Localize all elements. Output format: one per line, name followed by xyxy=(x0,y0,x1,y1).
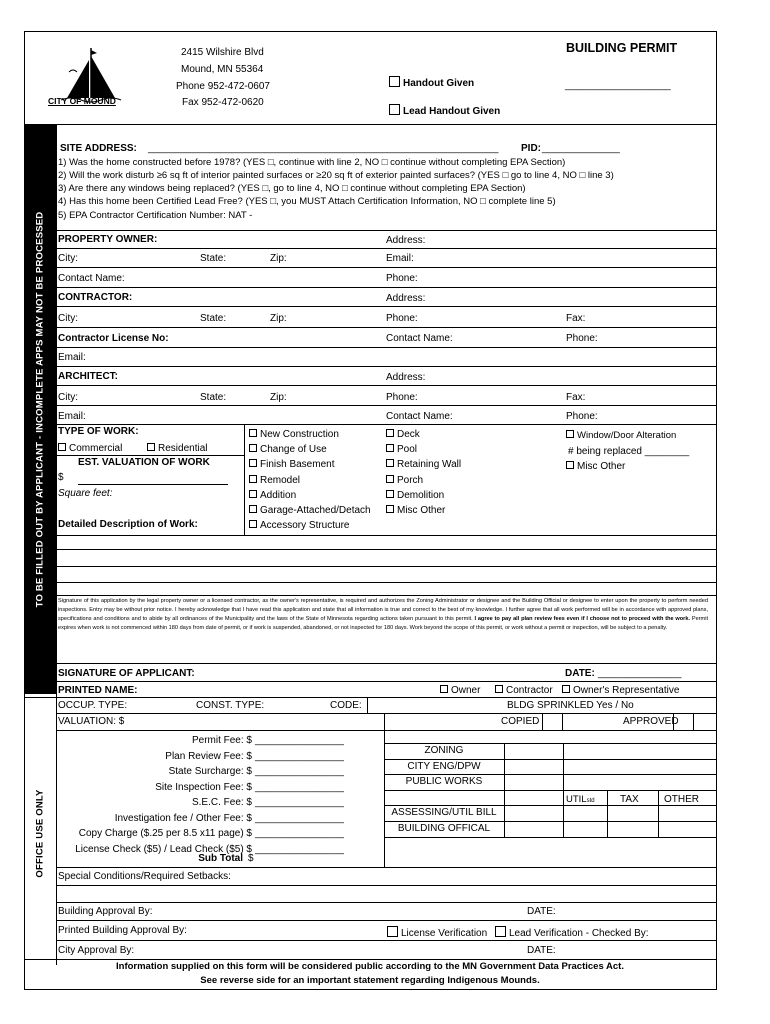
epa-question-2: 2) Will the work disturb ≥6 sq ft of interior painted surfaces or ≥20 sq ft of exterior painted surfaces? (YES □ go to line 4, NO □ line 3) xyxy=(58,170,614,181)
fee-label: Plan Review Fee: $ xyxy=(165,750,252,762)
building-approval-label[interactable]: Building Approval By: xyxy=(58,906,153,917)
owner-address-label[interactable]: Address: xyxy=(386,235,426,246)
code-label[interactable]: CODE: xyxy=(330,700,362,711)
dept-grid-line xyxy=(384,759,716,760)
work-type-checkbox[interactable] xyxy=(249,488,371,503)
contractor-label: Contractor xyxy=(506,685,553,696)
util-label xyxy=(566,794,595,805)
work-type-checkbox[interactable] xyxy=(249,457,371,472)
work-type-label: New Construction xyxy=(260,429,339,440)
contractor-license-label[interactable]: Contractor License No: xyxy=(58,333,169,344)
owner-city-label[interactable]: City: xyxy=(58,253,78,264)
fee-field[interactable]: ________________ xyxy=(255,828,344,839)
work-type-label: Change of Use xyxy=(260,444,327,456)
owner-contact-label[interactable]: Contact Name: xyxy=(58,273,125,284)
address-line2: Mound, MN 55364 xyxy=(181,64,264,75)
handout-given-label: Handout Given xyxy=(403,78,475,89)
phone-number: Phone 952-472-0607 xyxy=(176,81,270,92)
legal-text-2: Permit expires when work is not commenced within 180 days from date of permit, or if work is suspended, abandoned, or not inspected for 180 days. Work beyond the scope of this permit, or work without a permit or inspection, will be subject to a penalty. xyxy=(58,615,708,631)
approved-box[interactable] xyxy=(673,713,694,731)
subtotal-label: Sub Total xyxy=(198,853,243,864)
work-type-label: Remodel xyxy=(260,474,301,486)
fee-label: S.E.C. Fee: $ xyxy=(191,797,252,808)
city-approval-date[interactable]: DATE: xyxy=(527,945,556,956)
architect-fax-label[interactable]: Fax: xyxy=(566,392,586,403)
copied-box[interactable] xyxy=(542,713,563,731)
owner-zip-label[interactable]: Zip: xyxy=(270,253,287,264)
architect-heading: ARCHITECT: xyxy=(58,371,118,382)
footer-line-1: Information supplied on this form will be considered public according to the MN Government Data Practices Act. xyxy=(116,961,624,972)
work-type-label: Demolition xyxy=(397,489,445,501)
description-line-1[interactable] xyxy=(56,549,716,550)
applicant-sidebar-label: TO BE FILLED OUT BY APPLICANT - INCOMPLETE APPS MAY NOT BE PROCESSED xyxy=(34,211,46,608)
misc-other-checkbox[interactable] xyxy=(566,461,625,472)
site-address-label: SITE ADDRESS: xyxy=(60,143,137,154)
lead-verification-checkbox[interactable] xyxy=(495,926,649,939)
work-type-checkbox[interactable] xyxy=(249,503,371,518)
lead-handout-label: Lead Handout Given xyxy=(403,106,501,117)
legal-text-bold: I agree to pay all plan review fees even if I choose not to proceed with the work. xyxy=(474,615,691,622)
architect-phone-label[interactable]: Phone: xyxy=(386,392,418,403)
fee-field[interactable]: ________________ xyxy=(255,781,344,793)
owner-email-label[interactable]: Email: xyxy=(386,253,414,264)
dept-grid-line xyxy=(384,805,716,806)
description-line-2[interactable] xyxy=(56,566,716,567)
being-replaced-field[interactable]: # being replaced ________ xyxy=(568,446,690,457)
architect-state-label[interactable]: State: xyxy=(200,392,227,403)
special-conditions-label[interactable]: Special Conditions/Required Setbacks: xyxy=(58,871,231,882)
printed-name-label[interactable]: PRINTED NAME: xyxy=(58,685,138,696)
work-type-label: Accessory Structure xyxy=(260,520,350,532)
valuation-office-label[interactable]: VALUATION: $ xyxy=(58,716,125,727)
owner-checkbox[interactable] xyxy=(440,685,480,696)
fee-label: Investigation fee / Other Fee: $ xyxy=(114,812,252,824)
department-label[interactable]: PUBLIC WORKS xyxy=(405,776,483,788)
util-std: std xyxy=(586,798,595,804)
pid-field[interactable]: ______________ xyxy=(542,143,620,154)
work-types-col2 xyxy=(386,427,461,518)
signature-date-field[interactable]: _______________ xyxy=(598,668,682,679)
occupancy-type-label[interactable]: OCCUP. TYPE: xyxy=(58,700,128,711)
contractor-address-label[interactable]: Address: xyxy=(386,293,426,304)
permit-number-field[interactable]: ___________________ xyxy=(565,80,671,91)
address-line1: 2415 Wilshire Blvd xyxy=(181,47,264,58)
commercial-checkbox[interactable] xyxy=(58,443,122,454)
handout-given-checkbox[interactable] xyxy=(389,76,474,89)
sprinkled-label[interactable]: BLDG SPRINKLED Yes / No xyxy=(507,700,634,711)
city-approval-label[interactable]: City Approval By: xyxy=(58,945,135,956)
legal-text-1: Signature of this application by the legal property owner or a licensed contractor, as the owner's representative, is required and authorizes the Zoning Administrator or designee and the Building Official or designee to enter upon the property to perform needed inspections. Entry may be without prior notice. I hereby acknowledge that I have read this application and state that all information is true and correct to the best of my knowledge. I further agree that all work performed will be in accordance with approved plans, specifications and conditions and to abide by all ordinances of the Municipality and the laws of the State of Minnesota regarding actions taken pursuant to this permit. xyxy=(58,598,708,622)
description-line-3[interactable] xyxy=(56,582,716,583)
misc-other-label: Misc Other xyxy=(577,461,626,472)
license-verification-label: License Verification xyxy=(401,928,488,939)
property-owner-heading: PROPERTY OWNER: xyxy=(58,234,158,245)
work-type-checkbox[interactable] xyxy=(249,442,371,457)
signature-label[interactable]: SIGNATURE OF APPLICANT: xyxy=(58,668,195,679)
fee-label: Copy Charge ($.25 per 8.5 x11 page) $ xyxy=(78,828,252,839)
residential-checkbox[interactable] xyxy=(147,443,207,454)
architect-address-label[interactable]: Address: xyxy=(386,372,426,383)
special-conditions-line[interactable] xyxy=(56,902,716,903)
square-feet-label[interactable]: Square feet: xyxy=(58,488,113,499)
work-type-label: Porch xyxy=(397,474,424,486)
fee-label: Site Inspection Fee: $ xyxy=(155,781,252,793)
architect-city-label[interactable]: City: xyxy=(58,392,78,403)
work-type-label: Addition xyxy=(260,489,297,501)
work-type-checkbox[interactable] xyxy=(249,427,371,442)
commercial-label: Commercial xyxy=(69,443,123,454)
fee-label: Permit Fee: $ xyxy=(191,735,252,746)
valuation-heading: EST. VALUATION OF WORK xyxy=(78,457,210,468)
contractor-email-label[interactable]: Email: xyxy=(58,352,86,363)
copied-label: COPIED xyxy=(501,716,540,727)
contractor-checkbox[interactable] xyxy=(495,685,553,696)
signature-date-label: DATE: xyxy=(565,668,595,679)
epa-question-1: 1) Was the home constructed before 1978? (YES □, continue with line 2, NO □ continue without completing EPA Section) xyxy=(58,157,566,168)
legal-statement xyxy=(58,597,708,633)
owner-state-label[interactable]: State: xyxy=(200,253,227,264)
contractor-contact-label[interactable]: Contact Name: xyxy=(386,333,453,344)
fee-field[interactable]: ________________ xyxy=(255,735,344,746)
work-type-checkbox[interactable] xyxy=(249,473,371,488)
contractor-state-label[interactable]: State: xyxy=(200,313,227,324)
contractor-phone-label[interactable]: Phone: xyxy=(386,313,418,324)
fax-number: Fax 952-472-0620 xyxy=(182,97,264,108)
other-label: OTHER xyxy=(664,794,699,805)
dept-grid-line xyxy=(384,821,716,822)
work-type-label: Retaining Wall xyxy=(397,459,462,471)
window-door-checkbox[interactable] xyxy=(566,430,676,441)
fee-label: License Check ($5) / Lead Check ($5) $ xyxy=(75,843,252,855)
architect-email-label[interactable]: Email: xyxy=(58,411,86,422)
owner-label: Owner xyxy=(451,685,481,696)
work-type-label: Misc Other xyxy=(397,505,446,517)
building-approval-date[interactable]: DATE: xyxy=(527,906,556,917)
dept-grid-line xyxy=(384,790,716,791)
work-type-checkbox[interactable] xyxy=(386,427,461,442)
dept-grid-line xyxy=(384,774,716,775)
work-type-checkbox[interactable] xyxy=(386,457,461,472)
approved-label: APPROVED xyxy=(623,716,679,727)
work-type-checkbox[interactable] xyxy=(386,442,461,457)
printed-approval-label[interactable]: Printed Building Approval By: xyxy=(58,925,187,936)
contractor-fax-label[interactable]: Fax: xyxy=(566,313,586,324)
work-type-checkbox[interactable] xyxy=(249,518,371,533)
window-door-label: Window/Door Alteration xyxy=(577,430,677,441)
subtotal-dollar[interactable]: $ xyxy=(248,853,254,864)
architect-contact-label[interactable]: Contact Name: xyxy=(386,411,453,422)
footer-line-2: See reverse side for an important statement regarding Indigenous Mounds. xyxy=(200,975,540,986)
work-type-label: Pool xyxy=(397,444,418,456)
work-type-label: Finish Basement xyxy=(260,459,335,471)
architect-zip-label[interactable]: Zip: xyxy=(270,392,287,403)
tax-label: TAX xyxy=(620,794,639,805)
valuation-field[interactable] xyxy=(78,484,228,485)
fee-label: State Surcharge: $ xyxy=(168,766,252,777)
construction-type-label[interactable]: CONST. TYPE: xyxy=(196,700,265,711)
pid-label: PID: xyxy=(521,143,541,154)
fee-field[interactable]: ________________ xyxy=(255,843,344,855)
work-type-checkbox[interactable] xyxy=(386,503,461,518)
type-of-work-heading: TYPE OF WORK: xyxy=(58,426,139,437)
representative-label: Owner's Representative xyxy=(573,685,680,696)
util-text: UTIL xyxy=(566,794,587,805)
contractor-city-label[interactable]: City: xyxy=(58,313,78,324)
department-label[interactable]: CITY ENG/DPW xyxy=(407,760,481,772)
work-types-col1 xyxy=(249,427,371,533)
office-sidebar-label: OFFICE USE ONLY xyxy=(34,789,46,878)
epa-question-4: 4) Has this home been Certified Lead Free? (YES □, you MUST Attach Certification Information, NO □ complete line 5) xyxy=(58,196,556,207)
epa-question-3: 3) Are there any windows being replaced? (YES □, go to line 4, NO □ continue without completing EPA Section) xyxy=(58,183,526,194)
fee-field[interactable]: ________________ xyxy=(255,750,344,762)
contractor-zip-label[interactable]: Zip: xyxy=(270,313,287,324)
license-verification-checkbox[interactable] xyxy=(387,926,487,939)
department-label[interactable]: BUILDING OFFICAL xyxy=(397,823,491,834)
work-type-checkbox[interactable] xyxy=(386,473,461,488)
site-address-field[interactable]: _______________________________________________________________ xyxy=(148,143,499,154)
detailed-description-label: Detailed Description of Work: xyxy=(58,519,198,530)
department-label[interactable]: ZONING xyxy=(424,745,464,756)
work-type-checkbox[interactable] xyxy=(386,488,461,503)
dept-grid-line xyxy=(384,743,716,744)
contractor-heading: CONTRACTOR: xyxy=(58,292,133,303)
epa-question-5: 5) EPA Contractor Certification Number: NAT - xyxy=(58,210,253,221)
lead-verification-label: Lead Verification - Checked By: xyxy=(509,928,649,939)
department-label[interactable]: ASSESSING/UTIL BILL xyxy=(391,807,497,819)
page-title: BUILDING PERMIT xyxy=(566,41,678,55)
representative-checkbox[interactable] xyxy=(562,685,679,696)
fee-field[interactable]: ________________ xyxy=(255,766,344,777)
org-name: CITY OF MOUND xyxy=(48,96,116,106)
fee-field[interactable]: ________________ xyxy=(255,812,344,824)
fee-field[interactable]: ________________ xyxy=(255,797,344,808)
lead-handout-checkbox[interactable] xyxy=(389,104,500,117)
owner-phone-label[interactable]: Phone: xyxy=(386,273,418,284)
dept-grid-line xyxy=(384,837,716,838)
architect-phone2-label[interactable]: Phone: xyxy=(566,411,598,422)
contractor-phone2-label[interactable]: Phone: xyxy=(566,333,598,344)
valuation-dollar: $ xyxy=(58,472,64,483)
residential-label: Residential xyxy=(158,443,208,454)
work-type-label: Deck xyxy=(397,429,420,440)
work-type-label: Garage-Attached/Detach xyxy=(260,505,371,517)
